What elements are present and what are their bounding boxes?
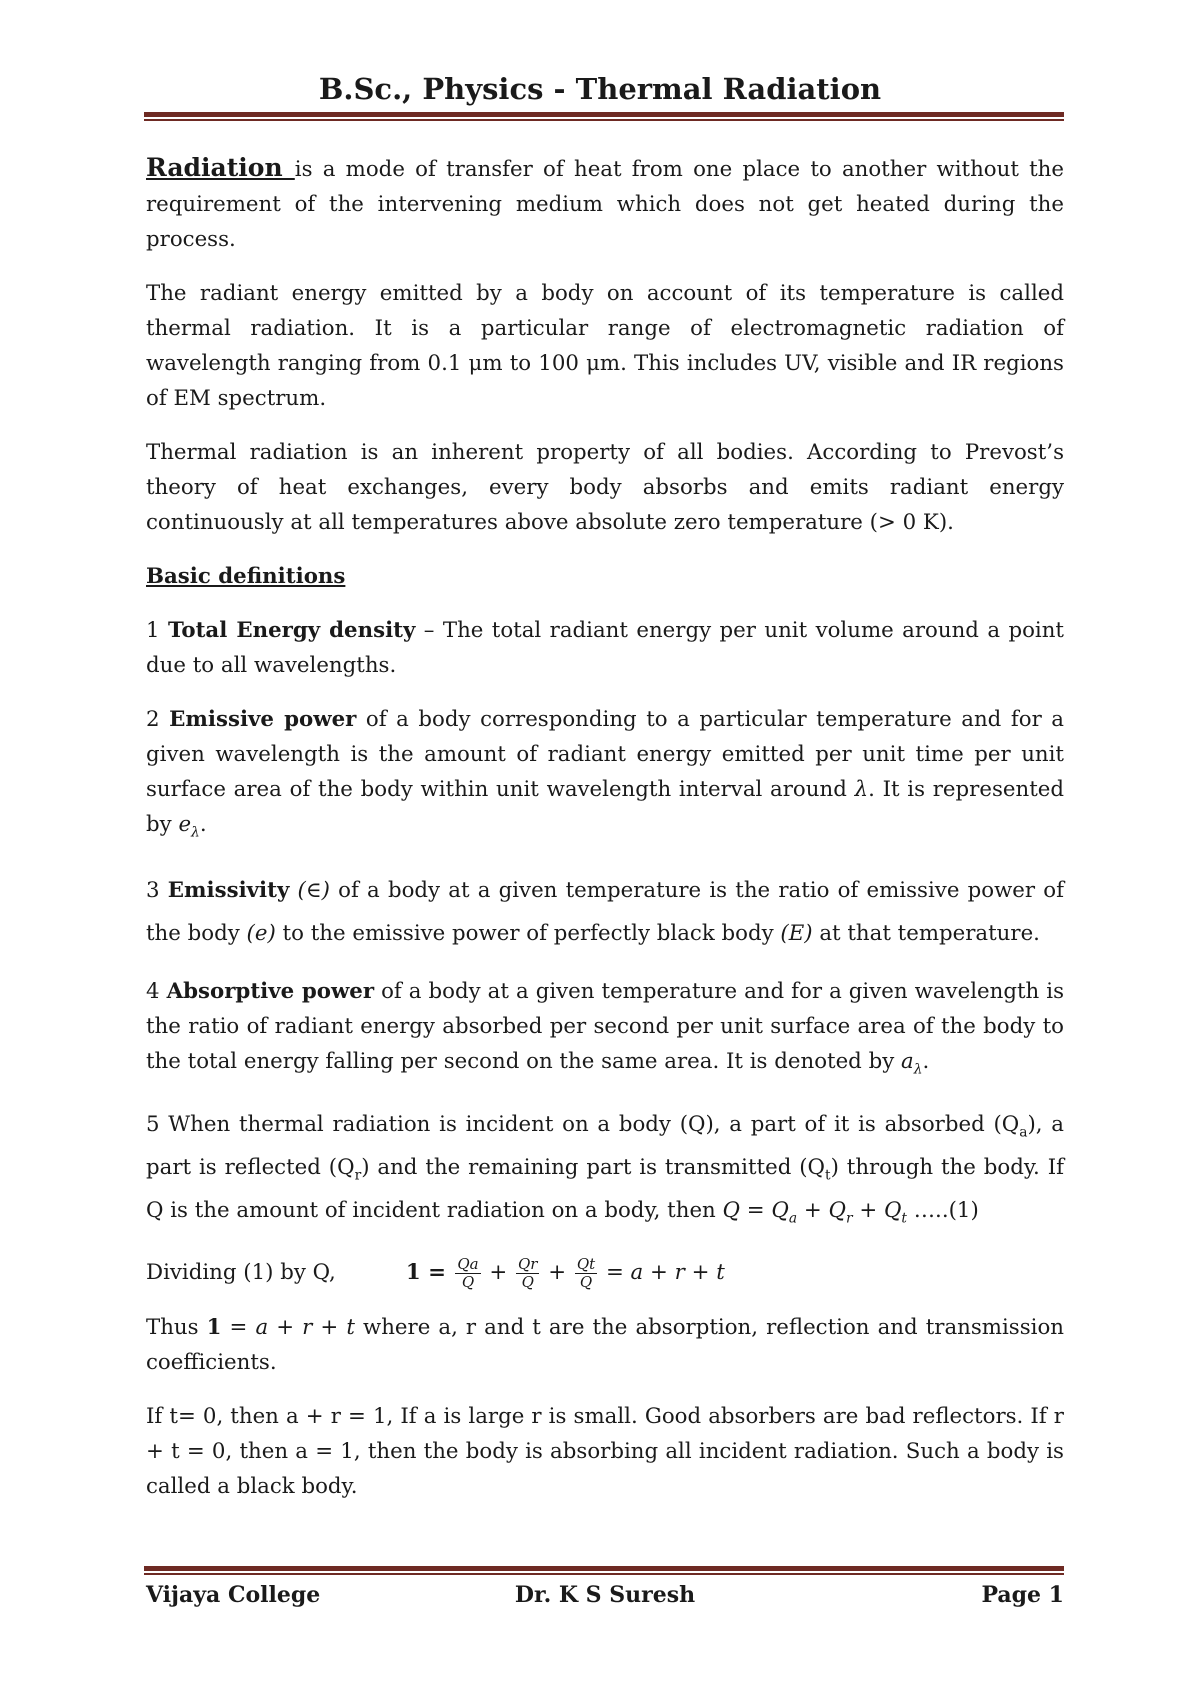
def1-term: Total Energy density	[167, 618, 416, 643]
def5-text1: 5 When thermal radiation is incident on a body (Q), a part of it is absorbed (Q	[146, 1111, 1020, 1137]
fraction-qt: $\frac{Qt}{Q}$	[576, 1255, 596, 1292]
equation-lhs: 1 =	[405, 1260, 454, 1286]
footer-author: Dr. K S Suresh	[514, 1582, 696, 1608]
document-body	[146, 150, 1064, 1523]
def2-text: of a body corresponding to a particular temperature and for a given wavelength is the amount of radiant energy emitted per unit time per unit surface area of the body within unit wavelength interval around	[146, 707, 1064, 802]
section-heading	[146, 559, 1064, 594]
def2-symbol: e	[178, 812, 192, 837]
def1-text: – The total radiant energy per unit volume around a point due to all wavelengths.	[146, 618, 1064, 678]
def4-term: Absorptive power	[166, 979, 375, 1005]
def4-number: 4	[146, 979, 167, 1005]
thus-text2: where a, r and t are the absorption, reflection and transmission coefficients.	[146, 1315, 1065, 1376]
paragraph-thermal-radiation: The radiant energy emitted by a body on account of its temperature is called thermal radiation. It is a particular range of electromagnetic radiation of wavelength ranging from 0.1 μm to 100 μm. This includes UV, visible and IR regions of EM spectrum.	[146, 281, 1064, 411]
def1-number: 1	[146, 618, 168, 643]
fraction-qa: $\frac{Qa}{Q}$	[457, 1255, 479, 1292]
def5-text4: ) through the body. If Q is the amount of incident radiation on a body, then	[146, 1154, 1065, 1223]
def2-lambda: λ	[854, 777, 869, 802]
definition-2	[146, 702, 1064, 850]
thus-text1: Thus	[146, 1315, 207, 1341]
def5-sub1: a	[1019, 1123, 1028, 1140]
page-title: B.Sc., Physics - Thermal Radiation	[318, 72, 882, 106]
intro-paragraph	[146, 150, 1064, 257]
def3-text1: of a body at a given temperature is the ratio of emissive power of the body	[146, 878, 1064, 947]
thus-eq-one: 1	[206, 1315, 222, 1341]
footer-rule	[144, 1566, 1064, 1575]
def3-symbol-epsilon: (∈)	[289, 878, 339, 904]
def3-symbol-e: (e)	[246, 921, 276, 947]
definition-3	[146, 869, 1064, 955]
footer-college: Vijaya College	[146, 1582, 321, 1608]
dividing-label: Dividing (1) by Q,	[146, 1260, 336, 1286]
equation-1-tag: …..(1)	[906, 1198, 979, 1223]
thus-equation: = a + r + t	[221, 1315, 355, 1341]
def2-subscript: λ	[191, 824, 200, 841]
header-rule	[144, 112, 1064, 121]
def5-sub3: t	[825, 1167, 831, 1183]
def2-number: 2	[146, 707, 170, 732]
definition-1	[146, 613, 1064, 683]
paragraph-prevost: Thermal radiation is an inherent property of all bodies. According to Prevost’s theory of heat exchanges, every body absorbs and emits radiant energy continuously at all temperatures above absolute zero temperature (> 0 K).	[146, 440, 1064, 535]
def4-subscript: λ	[913, 1061, 923, 1078]
equation-rhs: = a + r + t	[599, 1260, 725, 1286]
def3-text2: to the emissive power of perfectly black body	[275, 921, 781, 947]
section-heading-text: Basic definitions	[146, 564, 346, 589]
equation-1: $Q = Q_a + Q_r + Q_t$	[722, 1198, 907, 1227]
def3-number: 3	[146, 878, 168, 904]
def4-end: .	[922, 1049, 930, 1075]
def5-text2: ), a part is reflected (Q	[146, 1111, 1064, 1180]
def5-text3: ) and the remaining part is transmitted (Q	[361, 1154, 826, 1180]
def2-text2: . It is represented by	[146, 777, 1064, 837]
footer-page-number: Page 1	[981, 1582, 1064, 1608]
definition-4	[146, 974, 1064, 1087]
def3-term: Emissivity	[167, 878, 290, 904]
fraction-qr: $\frac{Qr}{Q}$	[517, 1255, 538, 1292]
def5-sub2: r	[354, 1167, 362, 1183]
intro-term: Radiation	[146, 153, 295, 182]
plus-sign-1: +	[482, 1260, 514, 1286]
plus-sign-2: +	[541, 1260, 573, 1286]
def3-symbol-E: (E)	[780, 921, 813, 947]
def3-text3: at that temperature.	[812, 921, 1040, 947]
def4-symbol: a	[901, 1049, 914, 1075]
def2-end: .	[199, 812, 207, 837]
definition-5	[146, 1107, 1064, 1237]
intro-text: is a mode of transfer of heat from one place to another without the requirement of the intervening medium which does not get heated during the process.	[146, 157, 1064, 252]
dividing-line	[146, 1255, 1064, 1291]
def4-text: of a body at a given temperature and for a given wavelength is the ratio of radiant energy absorbed per second per unit surface area of the body to the total energy falling per second on the same area. It is denoted by	[146, 979, 1064, 1075]
black-body-paragraph: If t= 0, then a + r = 1, If a is large r is small. Good absorbers are bad reflectors. If r + t = 0, then a = 1, then the body is absorbing all incident radiation. Such a body is called a black body.	[146, 1404, 1064, 1500]
def2-term: Emissive power	[169, 707, 357, 732]
thus-paragraph	[146, 1310, 1064, 1380]
